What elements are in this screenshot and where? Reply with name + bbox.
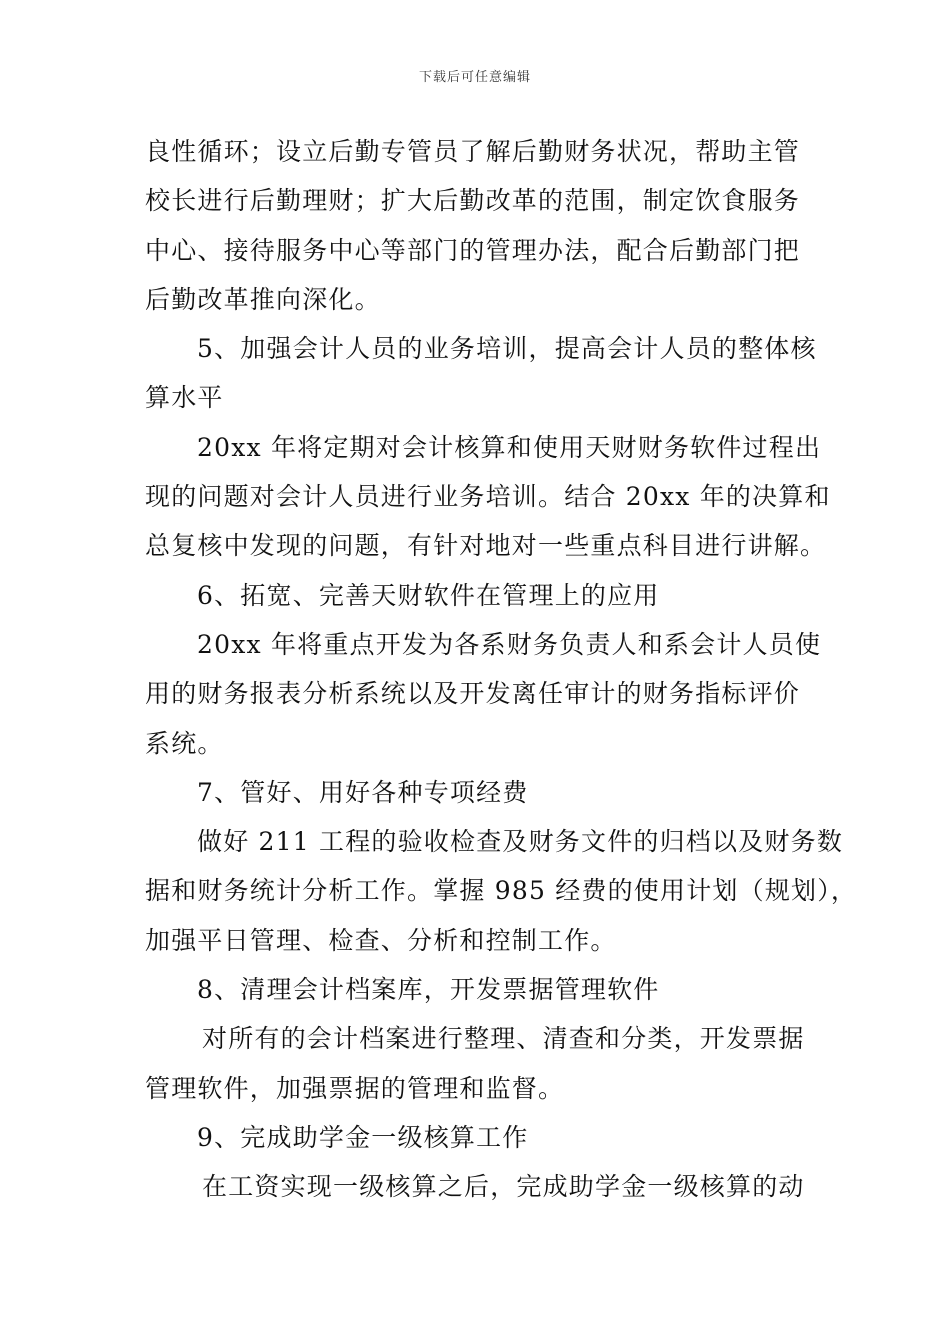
text-line: 用的财务报表分析系统以及开发离任审计的财务指标评价 — [145, 679, 801, 709]
text-line: 20xx 年将重点开发为各系财务负责人和系会计人员使 — [197, 629, 822, 659]
text-line: 管理软件，加强票据的管理和监督。 — [145, 1073, 565, 1103]
text-line: 对所有的会计档案进行整理、清查和分类，开发票据 — [202, 1024, 805, 1054]
section-heading-7: 7、管好、用好各种专项经费 — [197, 777, 529, 807]
text-line: 20xx 年将定期对会计核算和使用天财财务软件过程出 — [197, 432, 822, 462]
text-line: 据和财务统计分析工作。掌握 985 经费的使用计划（规划）， — [145, 876, 858, 906]
text-line: 做好 211 工程的验收检查及财务文件的归档以及财务数 — [197, 827, 844, 857]
text-line: 校长进行后勤理财；扩大后勤改革的范围，制定饮食服务 — [145, 186, 801, 216]
page-header: 下载后可任意编辑 — [418, 70, 531, 85]
text-line: 现的问题对会计人员进行业务培训。结合 20xx 年的决算和 — [145, 482, 831, 512]
text-line: 系统。 — [145, 728, 224, 758]
text-line: 在工资实现一级核算之后，完成助学金一级核算的动 — [202, 1172, 805, 1202]
text-line: 良性循环；设立后勤专管员了解后勤财务状况，帮助主管 — [145, 137, 801, 166]
text-line: 算水平 — [145, 383, 224, 413]
document-body — [145, 127, 858, 1212]
section-heading-5: 5、加强会计人员的业务培训，提高会计人员的整体核 — [197, 334, 817, 364]
section-heading-9: 9、完成助学金一级核算工作 — [197, 1122, 529, 1152]
section-heading-8: 8、清理会计档案库，开发票据管理软件 — [197, 975, 660, 1005]
text-line: 中心、接待服务中心等部门的管理办法，配合后勤部门把 — [145, 235, 801, 265]
text-line: 总复核中发现的问题，有针对地对一些重点科目进行讲解。 — [145, 531, 827, 561]
section-heading-6: 6、拓宽、完善天财软件在管理上的应用 — [197, 580, 660, 610]
text-line: 加强平日管理、检查、分析和控制工作。 — [145, 925, 617, 955]
text-line: 后勤改革推向深化。 — [145, 284, 381, 314]
